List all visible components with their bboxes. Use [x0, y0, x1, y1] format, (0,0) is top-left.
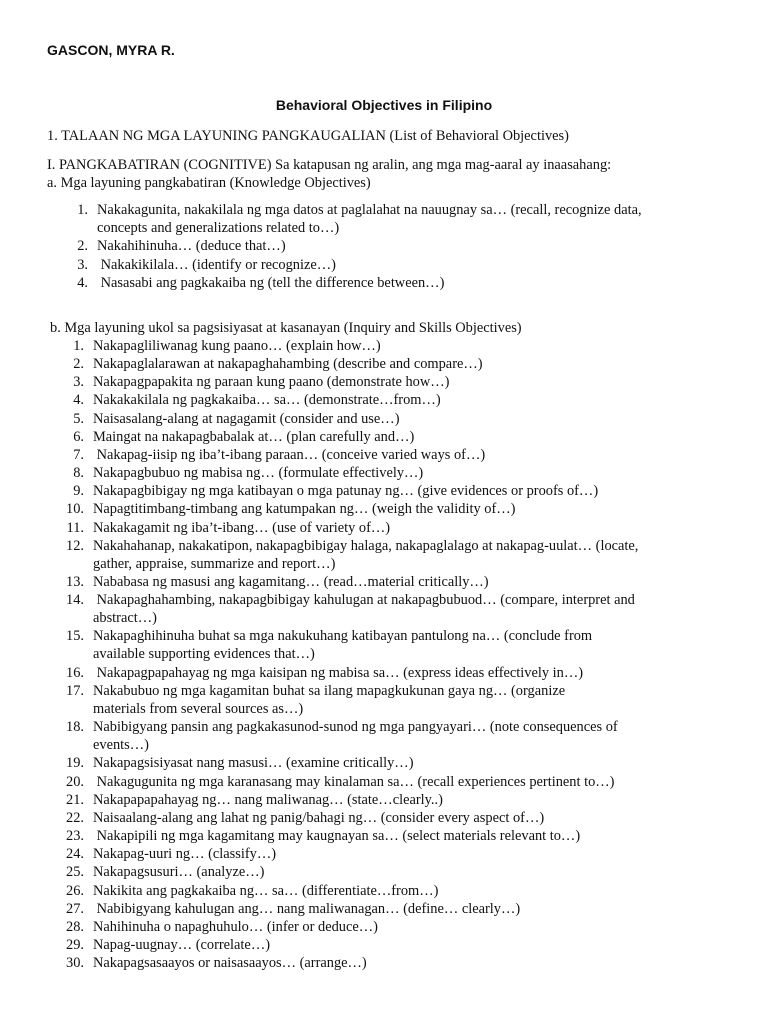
list-item	[66, 936, 271, 954]
section-heading: 1. TALAAN NG MGA LAYUNING PANGKAUGALIAN (List of Behavioral Objectives)	[47, 128, 569, 144]
cognitive-heading: I. PANGKABATIRAN (COGNITIVE) Sa katapusan ng aralin, ang mga mag-aaral ay inaasahang:	[47, 157, 612, 173]
list-item-text: Nakakagamit ng iba’t-ibang… (use of variety of…)	[93, 519, 391, 536]
list-item-text: Nakapaglalarawan at nakapaghahambing (describe and compare…)	[93, 356, 483, 373]
list-item-text: available supporting evidences that…)	[93, 646, 315, 663]
list-item-text: materials from several sources as…)	[93, 700, 304, 717]
list-item-number: 15.	[66, 628, 84, 645]
list-item-text: Maingat na nakapagbabalak at… (plan carefully and…)	[93, 428, 415, 445]
list-item	[73, 410, 400, 428]
list-item-number: 9.	[73, 483, 84, 500]
list-item-text: Nasasabi ang pagkakaiba ng (tell the difference between…)	[97, 274, 445, 291]
list-item-text: Nababasa ng masusi ang kagamitang… (read…material critically…)	[93, 573, 489, 590]
list-item	[73, 428, 415, 446]
list-item-text: Nakabubuo ng mga kagamitan buhat sa ilang mapagkukunan gaya ng… (organize	[93, 682, 566, 699]
list-item	[66, 827, 581, 845]
list-item-text: Nakapipili ng mga kagamitang may kaugnayan sa… (select materials relevant to…)	[93, 828, 581, 845]
list-item-number: 4.	[77, 274, 88, 291]
list-item	[66, 918, 378, 936]
list-item-number: 8.	[73, 465, 84, 482]
list-item-number: 4.	[73, 392, 84, 409]
list-item-number: 14.	[66, 592, 84, 609]
list-item-text: Nakakagunita, nakakilala ng mga datos at paglalahat na nauugnay sa… (recall, recognize data,	[97, 202, 642, 218]
list-item-text: Nakahihinuha… (deduce that…)	[97, 238, 286, 255]
list-item	[73, 337, 381, 355]
list-item	[73, 373, 450, 391]
list-item-number: 12.	[66, 537, 84, 554]
list-item	[73, 391, 441, 409]
list-item-text: Nahihinuha o napaghuhulo… (infer or deduce…)	[93, 918, 378, 935]
list-item-text: Nakapagsisiyasat nang masusi… (examine critically…)	[93, 755, 414, 772]
list-item-text: Nakapagpapahayag ng mga kaisipan ng mabisa sa… (express ideas effectively in…)	[93, 664, 584, 681]
list-item-number: 19.	[66, 755, 84, 772]
list-item	[66, 718, 618, 754]
list-item-number: 2.	[77, 238, 88, 255]
list-item-number: 26.	[66, 882, 84, 899]
list-item-text: concepts and generalizations related to…)	[97, 220, 340, 236]
list-item-number: 23.	[66, 828, 84, 845]
list-item-number: 13.	[66, 573, 84, 590]
list-item-text: Naisaalang-alang ang lahat ng panig/bahagi ng… (consider every aspect of…)	[93, 809, 545, 826]
list-item-text: Nabibigyang pansin ang pagkakasunod-sunod ng mga pangyayari… (note consequences of	[93, 719, 618, 736]
list-item-number: 3.	[77, 256, 88, 273]
list-item-text: Nakapagsasaayos or naisasaayos… (arrange…)	[93, 955, 367, 972]
list-item	[73, 464, 424, 482]
list-item	[77, 237, 286, 255]
list-item	[66, 573, 489, 591]
list-item-text: Nakapapapahayag ng… nang maliwanag… (state…clearly..)	[93, 791, 443, 808]
list-item-text: Nakahahanap, nakakatipon, nakapagbibigay halaga, nakapaglalago at nakapag-uulat… (locate,	[93, 537, 639, 554]
knowledge-heading: a. Mga layuning pangkabatiran (Knowledge Objectives)	[47, 175, 371, 191]
list-item-text: gather, appraise, summarize and report…)	[93, 555, 336, 572]
list-item-text: events…)	[93, 737, 149, 754]
list-item-number: 16.	[66, 664, 84, 681]
list-item-number: 28.	[66, 918, 84, 935]
list-item-number: 6.	[73, 428, 84, 445]
list-item-text: Nakakakilala ng pagkakaiba… sa… (demonstrate…from…)	[93, 392, 441, 409]
list-item-number: 10.	[66, 501, 84, 518]
list-item-number: 25.	[66, 864, 84, 881]
inquiry-heading: b. Mga layuning ukol sa pagsisiyasat at kasanayan (Inquiry and Skills Objectives)	[50, 320, 522, 336]
list-item	[66, 537, 639, 573]
list-item	[66, 682, 566, 718]
list-item	[66, 791, 443, 809]
list-item-text: Nakapaghahambing, nakapagbibigay kahulugan at nakapagbubuod… (compare, interpret and	[93, 592, 635, 609]
list-item-text: Nakapagsusuri… (analyze…)	[93, 864, 265, 881]
list-item-number: 24.	[66, 846, 84, 863]
list-item-number: 17.	[66, 682, 84, 699]
list-item-text: Napagtitimbang-timbang ang katumpakan ng… (weigh the validity of…)	[93, 501, 516, 518]
list-item	[77, 201, 642, 237]
list-item-number: 7.	[73, 446, 84, 463]
list-item	[77, 256, 336, 274]
list-item	[66, 882, 439, 900]
list-item-text: Nakapagbibigay ng mga katibayan o mga patunay ng… (give evidences or proofs of…)	[93, 483, 599, 500]
list-item-number: 20.	[66, 773, 84, 790]
list-item-text: Nakapag-uuri ng… (classify…)	[93, 846, 277, 863]
author-name: GASCON, MYRA R.	[47, 42, 175, 58]
list-item-number: 30.	[66, 955, 84, 972]
list-item-text: Napag-uugnay… (correlate…)	[93, 936, 271, 953]
list-item-text: abstract…)	[93, 610, 157, 627]
list-item-number: 1.	[73, 338, 84, 354]
list-item-text: Nakapagliliwanag kung paano… (explain how…)	[93, 338, 381, 354]
list-item-text: Nakapagbubuo ng mabisa ng… (formulate effectively…)	[93, 465, 424, 482]
document-title: Behavioral Objectives in Filipino	[275, 97, 493, 113]
list-item	[66, 845, 277, 863]
list-item	[66, 863, 265, 881]
list-item	[77, 274, 445, 292]
list-item-number: 22.	[66, 809, 84, 826]
list-item-number: 3.	[73, 374, 84, 391]
list-item-text: Nakapaghihinuha buhat sa mga nakukuhang katibayan pantulong na… (conclude from	[93, 628, 593, 645]
list-item-text: Nakapag-iisip ng iba’t-ibang paraan… (conceive varied ways of…)	[93, 446, 486, 463]
list-item-text: Nakapagpapakita ng paraan kung paano (demonstrate how…)	[93, 374, 450, 391]
list-item	[66, 773, 615, 791]
list-item	[73, 482, 599, 500]
list-item	[66, 809, 545, 827]
list-item-number: 5.	[73, 410, 84, 427]
list-item-text: Nakakikilala… (identify or recognize…)	[97, 256, 336, 273]
list-item	[66, 500, 516, 518]
list-item-number: 27.	[66, 900, 84, 917]
list-item	[66, 900, 521, 918]
list-item	[66, 664, 584, 682]
list-item	[66, 591, 635, 627]
list-item-text: Nakikita ang pagkakaiba ng… sa… (differentiate…from…)	[93, 882, 439, 899]
list-item	[66, 519, 391, 537]
list-item-number: 1.	[77, 202, 88, 218]
list-item-number: 2.	[73, 356, 84, 373]
list-item	[66, 954, 367, 972]
list-item-text: Naisasalang-alang at nagagamit (consider and use…)	[93, 410, 400, 427]
list-item-text: Nakagugunita ng mga karanasang may kinalaman sa… (recall experiences pertinent to…)	[93, 773, 615, 790]
list-item-number: 11.	[66, 519, 84, 536]
list-item	[66, 627, 593, 663]
list-item-text: Nabibigyang kahulugan ang… nang maliwanagan… (define… clearly…)	[93, 900, 521, 917]
list-item-number: 18.	[66, 719, 84, 736]
list-item	[73, 446, 486, 464]
list-item-number: 29.	[66, 936, 84, 953]
list-item-number: 21.	[66, 791, 84, 808]
list-item	[73, 355, 483, 373]
list-item	[66, 754, 414, 772]
